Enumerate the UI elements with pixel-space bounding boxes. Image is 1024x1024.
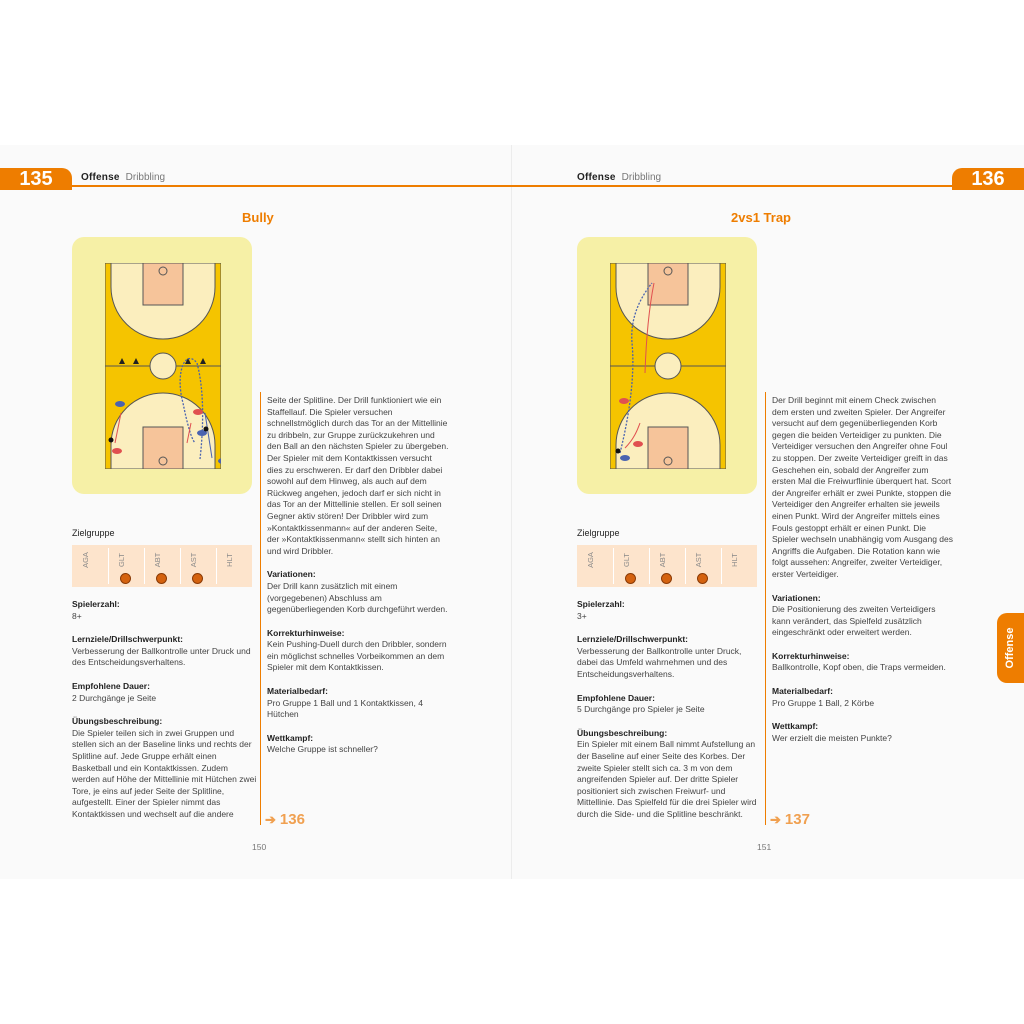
target-level-ast: [180, 545, 216, 587]
uebung-heading: Übungsbeschreibung:: [72, 716, 163, 727]
target-level-abt: [144, 545, 180, 587]
target-group-table: [577, 545, 757, 587]
table-divider: [721, 548, 722, 584]
next-drill-number: 137: [784, 811, 810, 828]
spielerzahl-heading: Spielerzahl:: [577, 599, 625, 609]
next-drill-link[interactable]: [770, 811, 810, 828]
left-col1: [72, 599, 257, 821]
lernziele-heading: Lernziele/Drillschwerpunkt:: [72, 634, 183, 645]
basketball-icon: [661, 573, 672, 584]
drill-number: 136: [952, 168, 1024, 190]
header-section: Offense: [81, 172, 120, 183]
korrektur-heading: Korrekturhinweise:: [772, 650, 850, 661]
table-divider: [685, 548, 686, 584]
korrektur-heading: Korrekturhinweise:: [267, 627, 345, 638]
page-left: [0, 145, 512, 879]
wettkampf-value: Wer erzielt die meisten Punkte?: [772, 732, 892, 743]
target-level-label: GLT: [622, 552, 631, 568]
page-right: [512, 145, 1024, 879]
arrow-right-icon: ➔: [770, 812, 781, 827]
header-section: Offense: [577, 172, 616, 183]
court-diagram: [577, 237, 757, 494]
drill-title: 2vs1 Trap: [731, 210, 791, 225]
chapter-side-tab[interactable]: [997, 613, 1024, 683]
header-breadcrumb: [577, 172, 661, 184]
target-level-label: AGA: [81, 552, 90, 568]
next-drill-link[interactable]: [265, 811, 305, 828]
target-level-glt: [108, 545, 144, 587]
book-spread: [0, 145, 1024, 879]
dauer-heading: Empfohlene Dauer:: [72, 680, 150, 691]
header-subsection: Dribbling: [125, 172, 166, 183]
spielerzahl-value: 8+: [72, 610, 82, 621]
material-value: Pro Gruppe 1 Ball, 2 Körbe: [772, 697, 875, 708]
variationen-value: Die Positionierung des zweiten Verteidigers kann verändert, das Spielfeld zusätzlich eingeschränkt oder erweitert werden.: [772, 604, 936, 638]
target-level-hlt: [216, 545, 252, 587]
header-rule: [0, 185, 512, 187]
wettkampf-value: Welche Gruppe ist schneller?: [267, 744, 378, 755]
column-rule: [765, 392, 766, 825]
target-level-label: AGA: [586, 552, 595, 568]
material-heading: Materialbedarf:: [772, 686, 833, 697]
dauer-value: 2 Durchgänge je Seite: [72, 692, 157, 703]
header-rule: [512, 185, 1024, 187]
basketball-icon: [156, 573, 167, 584]
drill-number: 135: [0, 168, 72, 190]
court-svg: [105, 263, 221, 469]
target-level-label: GLT: [117, 552, 126, 568]
target-level-ast: [685, 545, 721, 587]
page-number: 150: [252, 842, 267, 852]
chapter-side-tab-label: Offense: [1004, 627, 1016, 669]
left-col2: [267, 395, 449, 756]
drill-title: Bully: [242, 210, 274, 225]
header-breadcrumb: [81, 172, 165, 184]
spielerzahl-heading: Spielerzahl:: [72, 599, 120, 609]
court-svg: [610, 263, 726, 469]
basketball-icon: [120, 573, 131, 584]
page-number: 151: [757, 842, 772, 852]
target-level-glt: [613, 545, 649, 587]
zielgruppe-label: Zielgruppe: [72, 528, 115, 538]
basketball-icon: [192, 573, 203, 584]
right-col2: [772, 395, 954, 744]
target-level-label: HLT: [225, 553, 234, 567]
next-drill-number: 136: [279, 811, 305, 828]
spielerzahl-value: 3+: [577, 610, 587, 621]
dauer-heading: Empfohlene Dauer:: [577, 692, 655, 703]
wettkampf-heading: Wettkampf:: [267, 732, 314, 743]
target-level-label: ABT: [658, 552, 667, 568]
lernziele-value: Verbesserung der Ballkontrolle unter Druck, dabei das Umfeld wahrnehmen und des Entscheidungsverhaltens.: [577, 645, 742, 679]
target-group-table: [72, 545, 252, 587]
target-level-label: AST: [694, 552, 703, 568]
target-level-label: HLT: [730, 553, 739, 567]
lernziele-heading: Lernziele/Drillschwerpunkt:: [577, 634, 688, 645]
description-continued: Der Drill beginnt mit einem Check zwischen dem ersten und zweiten Spieler. Der Angreifer versucht auf dem gegenüberliegenden Korb gegen die beiden Verteidiger zu punkten. Die Verteidiger versuchen den Angreifer ohne Foul zu stoppen. Der zweite Verteidiger greift in das Geschehen ein, sobald der Angreifer zum ersten Mal die Freiwurflinie überquert hat. Scort der Angreifer erhält er zwei Punkte, stoppen die Verteidiger den Angreifer erhalten sie jeweils einen Punkt. Wird der Angreifer mittels eines Fouls gestoppt erhält er einen Punkt. Die Spieler wechseln unabhängig vom Ausgang des Angriffs die Aufgaben. Die Rotation kann wie folgt aussehen: Angreifer, zweiter Verteidiger, erster Verteidiger.: [772, 395, 953, 579]
description-continued: Seite der Splitline. Der Drill funktioniert wie ein Staffellauf. Die Spieler versuchen schnellstmöglich durch das Tor an der Mittellinie zu dribbeln, zur Gruppe zurückzukehren und den Ball an den nächsten Spieler zu übergeben. Der Spieler mit dem Kontaktkissen versucht dies zu erschweren. Er darf den Dribbler dabei sowohl auf dem Hinweg, als auch auf dem Rückweg angehen, jedoch darf er sich nicht in das Tor an der Mittellinie stellen. Er soll seinen Gegner aktiv stören! Der Dribbler wird zum »Kontaktkissenmann« auf der anderen Seite, der »Kontaktkissenmann« stellt sich hinten an und wird Dribbler.: [267, 395, 449, 556]
target-level-abt: [649, 545, 685, 587]
table-divider: [216, 548, 217, 584]
target-level-aga: [72, 545, 108, 587]
material-heading: Materialbedarf:: [267, 686, 328, 697]
target-level-label: ABT: [153, 552, 162, 568]
korrektur-value: Kein Pushing-Duell durch den Dribbler, sondern ein möglichst schnelles Vorbeikommen an dem Spieler mit dem Kontaktkissen.: [267, 639, 447, 673]
basketball-icon: [625, 573, 636, 584]
uebung-heading: Übungsbeschreibung:: [577, 727, 668, 738]
lernziele-value: Verbesserung der Ballkontrolle unter Druck und des Entscheidungsverhaltens.: [72, 645, 251, 668]
right-col1: [577, 599, 762, 821]
variationen-value: Der Drill kann zusätzlich mit einem (vorgegebenen) Abschluss am gegenüberliegenden Korb durchgeführt werden.: [267, 580, 448, 615]
target-level-aga: [577, 545, 613, 587]
uebung-value: Die Spieler teilen sich in zwei Gruppen und stellen sich an der Baseline links und rechts der Splitline auf. Jede Gruppe erhält einen Basketball und ein Kontaktkissen. Zudem werden auf Höhe der Mittellinie mit Hütchen zwei Tore, je eins auf jeder Seite der Splitline, aufgestellt. Einer der Spieler nimmt das Kontaktkissen und wechselt auf die andere: [72, 727, 257, 819]
korrektur-value: Ballkontrolle, Kopf oben, die Traps vermeiden.: [772, 662, 946, 673]
arrow-right-icon: ➔: [265, 812, 276, 827]
table-divider: [144, 548, 145, 584]
court-diagram: [72, 237, 252, 494]
table-divider: [180, 548, 181, 584]
header-subsection: Dribbling: [621, 172, 662, 183]
zielgruppe-label: Zielgruppe: [577, 528, 620, 538]
target-level-hlt: [721, 545, 757, 587]
target-level-label: AST: [189, 552, 198, 568]
wettkampf-heading: Wettkampf:: [772, 721, 819, 732]
variationen-heading: Variationen:: [267, 569, 316, 580]
material-value: Pro Gruppe 1 Ball und 1 Kontaktkissen, 4 Hütchen: [267, 697, 423, 720]
basketball-icon: [697, 573, 708, 584]
table-divider: [108, 548, 109, 584]
table-divider: [613, 548, 614, 584]
variationen-heading: Variationen:: [772, 592, 821, 603]
table-divider: [649, 548, 650, 584]
dauer-value: 5 Durchgänge pro Spieler je Seite: [577, 704, 705, 715]
uebung-value: Ein Spieler mit einem Ball nimmt Aufstellung an der Baseline auf einer Seite des Korbes. Der zweite Spieler stellt sich ca. 3 m von dem angreifenden Spieler auf. Der dritte Spieler positioniert sich zwischen Freiwurf- und Mittellinie. Das Spielfeld für die drei Spieler wird durch die Side- und die Splitline beschränkt.: [577, 739, 757, 819]
column-rule: [260, 392, 261, 825]
